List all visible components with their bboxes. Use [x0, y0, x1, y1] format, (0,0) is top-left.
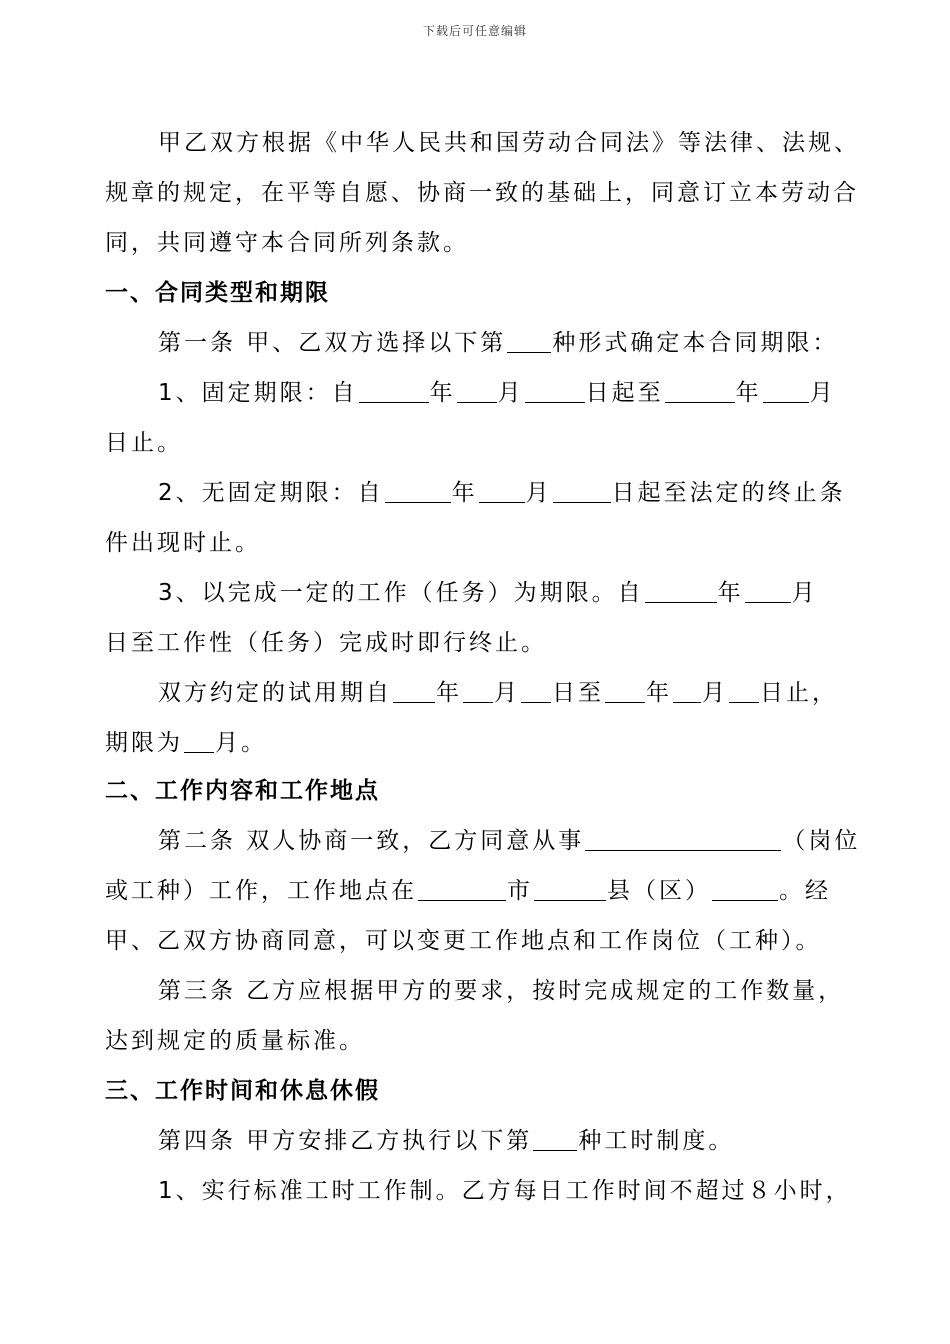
page-header: 下载后可任意编辑	[422, 24, 527, 38]
fill-blank[interactable]	[507, 330, 551, 353]
option-1: 1、固定期限：自 年 月 日起至 年 月	[158, 380, 836, 406]
fill-blank[interactable]	[393, 680, 435, 703]
intro-line-3: 同，共同遵守本合同所列条款。	[105, 230, 469, 256]
article-4: 第四条 甲方安排乙方执行以下第 种工时制度。	[158, 1128, 735, 1154]
fill-blank[interactable]	[533, 1128, 577, 1151]
option-3-cont: 日至工作性（任务）完成时即行终止。	[105, 630, 547, 656]
fill-blank[interactable]	[534, 878, 606, 901]
fill-blank[interactable]	[184, 730, 214, 753]
option-2-cont: 件出现时止。	[105, 530, 261, 556]
fill-blank[interactable]	[457, 380, 497, 403]
option-2: 2、无固定期限：自 年 月 日起至法定的终止条	[158, 480, 846, 506]
article-2: 第二条 双人协商一致，乙方同意从事 （岗位	[158, 828, 861, 854]
fill-blank[interactable]	[385, 480, 451, 503]
fill-blank[interactable]	[585, 828, 781, 851]
fill-blank[interactable]	[359, 380, 429, 403]
section-1-title: 一、合同类型和期限	[105, 280, 330, 306]
section-2-title: 二、工作内容和工作地点	[105, 778, 380, 804]
trial-period-cont: 期限为 月。	[105, 730, 267, 756]
fill-blank[interactable]	[605, 680, 645, 703]
fill-blank[interactable]	[463, 680, 493, 703]
fill-blank[interactable]	[645, 580, 717, 603]
option-1-cont: 日止。	[105, 430, 183, 456]
intro-line-2: 规章的规定，在平等自愿、协商一致的基础上，同意订立本劳动合	[105, 180, 859, 206]
trial-period: 双方约定的试用期自 年 月 日至 年 月 日止，	[158, 680, 838, 706]
fill-blank[interactable]	[418, 878, 506, 901]
fill-blank[interactable]	[745, 580, 791, 603]
fill-blank[interactable]	[553, 480, 611, 503]
article-2-cont: 或工种）工作，工作地点在 市 县（区） 。经	[105, 878, 831, 904]
section-3-title: 三、工作时间和休息休假	[105, 1078, 380, 1104]
fill-blank[interactable]	[479, 480, 525, 503]
fill-blank[interactable]	[712, 878, 778, 901]
article-2-cont-2: 甲、乙双方协商同意，可以变更工作地点和工作岗位（工种）。	[105, 928, 822, 954]
fill-blank[interactable]	[521, 680, 551, 703]
fill-blank[interactable]	[673, 680, 701, 703]
option-3: 3、以完成一定的工作（任务）为期限。自 年 月	[158, 580, 818, 606]
article-3-cont: 达到规定的质量标准。	[105, 1028, 365, 1054]
article-1: 第一条 甲、乙双方选择以下第 种形式确定本合同期限：	[158, 330, 839, 356]
fill-blank[interactable]	[729, 680, 759, 703]
fill-blank[interactable]	[525, 380, 585, 403]
intro-line-1: 甲乙双方根据《中华人民共和国劳动合同法》等法律、法规、	[158, 130, 860, 156]
fill-blank[interactable]	[763, 380, 809, 403]
fill-blank[interactable]	[665, 380, 735, 403]
article-3: 第三条 乙方应根据甲方的要求，按时完成规定的工作数量，	[158, 978, 845, 1004]
standard-hours: 1、实行标准工时工作制。乙方每日工作时间不超过８小时，	[158, 1178, 852, 1204]
